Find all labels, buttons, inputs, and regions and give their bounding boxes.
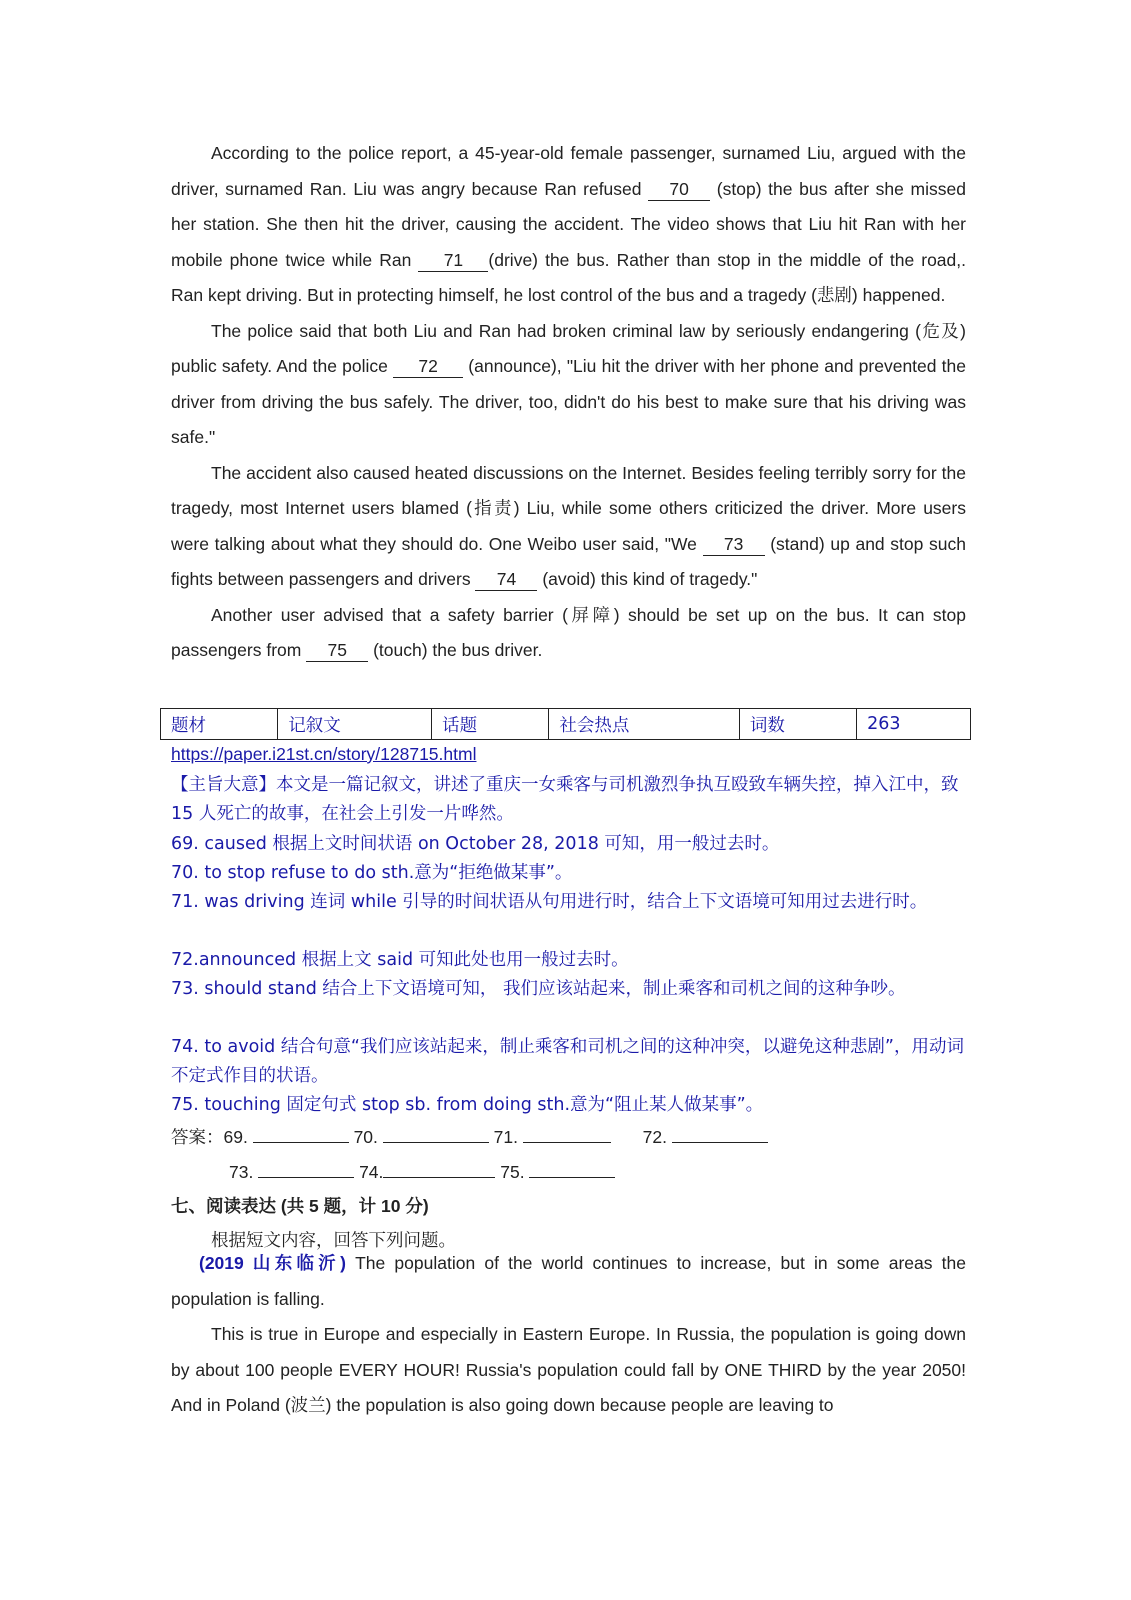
answer-sheet-row-1: 答案：69. 70. 71. 72.	[171, 1124, 768, 1149]
section-instruction: 根据短文内容，回答下列问题。	[211, 1230, 456, 1250]
answer-blank[interactable]	[383, 1124, 489, 1143]
info-table	[160, 708, 971, 740]
table-cell: 话题	[432, 709, 549, 740]
table-cell: 社会热点	[549, 709, 740, 740]
table-cell: 词数	[739, 709, 856, 740]
answer-69: 69. caused 根据上文时间状语 on October 28, 2018 可知，用一般过去时。	[171, 834, 780, 854]
blank-74[interactable]: 74	[475, 568, 537, 591]
blank-71[interactable]: 71	[418, 249, 488, 272]
blank-73[interactable]: 73	[703, 533, 765, 556]
answer-sheet-row-2: 73. 74. 75.	[229, 1159, 615, 1183]
answer-blank[interactable]	[672, 1124, 768, 1143]
answer-blank[interactable]	[523, 1124, 611, 1143]
table-cell: 记叙文	[278, 709, 432, 740]
answer-73: 73. should stand 结合上下文语境可知， 我们应该站起来，制止乘客和司机之间的这种争吵。	[171, 979, 906, 999]
summary-text: 【主旨大意】本文是一篇记叙文，讲述了重庆一女乘客与司机激烈争执互殴致车辆失控，掉入江中，致 15 人死亡的故事，在社会上引发一片哗然。	[171, 775, 959, 824]
passage-2	[171, 1246, 966, 1424]
answer-75: 75. touching 固定句式 stop sb. from doing sth.意为“阻止某人做某事”。	[171, 1095, 764, 1115]
answer-71: 71. was driving 连词 while 引导的时间状语从句用进行时，结合上下文语境可知用过去进行时。	[171, 892, 928, 912]
table-cell: 263	[857, 709, 971, 740]
paragraph-2-1: (2019 山东临沂) The population of the world continues to increase, but in some areas the population is falling.	[171, 1253, 967, 1309]
answer-70: 70. to stop refuse to do sth.意为“拒绝做某事”。	[171, 863, 573, 883]
table-cell: 题材	[161, 709, 278, 740]
paragraph-3: The accident also caused heated discussions on the Internet. Besides feeling terribly sorry for the tragedy, most Internet users blamed (指责) Liu, while some others criticized the driver. More users were talking about what they should do. One Weibo user said, "We 73 (stand) up and stop such fights between passengers and drivers 74 (avoid) this kind of tragedy."	[171, 462, 966, 589]
source-tag: (2019 山东临沂)	[199, 1253, 346, 1273]
paragraph-2: The police said that both Liu and Ran had broken criminal law by seriously endangering (危及) public safety. And the police 72 (announce), "Liu hit the driver with her phone and prevented the driver from driving the bus safely. The driver, too, didn't do his best to make sure that his driving was safe."	[171, 320, 967, 447]
section-title: 七、阅读表达 (共 5 题，计 10 分)	[171, 1196, 429, 1216]
answer-blank[interactable]	[383, 1159, 495, 1178]
blank-72[interactable]: 72	[393, 355, 463, 378]
table-row	[161, 709, 971, 740]
paragraph-2-2: This is true in Europe and especially in Eastern Europe. In Russia, the population is going down by about 100 people EVERY HOUR! Russia's population could fall by ONE THIRD by the year 2050! And in Poland (波兰) the population is also going down because people are leaving to	[171, 1324, 966, 1415]
answer-blank[interactable]	[258, 1159, 354, 1178]
source-link[interactable]: https://paper.i21st.cn/story/128715.html	[171, 744, 477, 764]
answer-blank[interactable]	[529, 1159, 615, 1178]
paragraph-4: Another user advised that a safety barrier (屏障) should be set up on the bus. It can stop passengers from 75 (touch) the bus driver.	[171, 604, 966, 660]
answer-blank[interactable]	[253, 1124, 349, 1143]
answer-72: 72.announced 根据上文 said 可知此处也用一般过去时。	[171, 950, 629, 970]
blank-70[interactable]: 70	[648, 178, 710, 201]
passage-1	[171, 136, 966, 669]
answer-74: 74. to avoid 结合句意“我们应该站起来，制止乘客和司机之间的这种冲突，以避免这种悲剧”，用动词不定式作目的状语。	[171, 1037, 964, 1086]
blank-75[interactable]: 75	[306, 639, 368, 662]
paragraph-1: According to the police report, a 45-year-old female passenger, surnamed Liu, argued with the driver, surnamed Ran. Liu was angry because Ran refused 70 (stop) the bus after she missed her station. She then hit the driver, causing the accident. The video shows that Liu hit Ran with her mobile phone twice while Ran 71 (drive) the bus. Rather than stop in the middle of the road,. Ran kept driving. But in protecting himself, he lost control of the bus and a tragedy (悲剧) happened.	[171, 143, 966, 305]
